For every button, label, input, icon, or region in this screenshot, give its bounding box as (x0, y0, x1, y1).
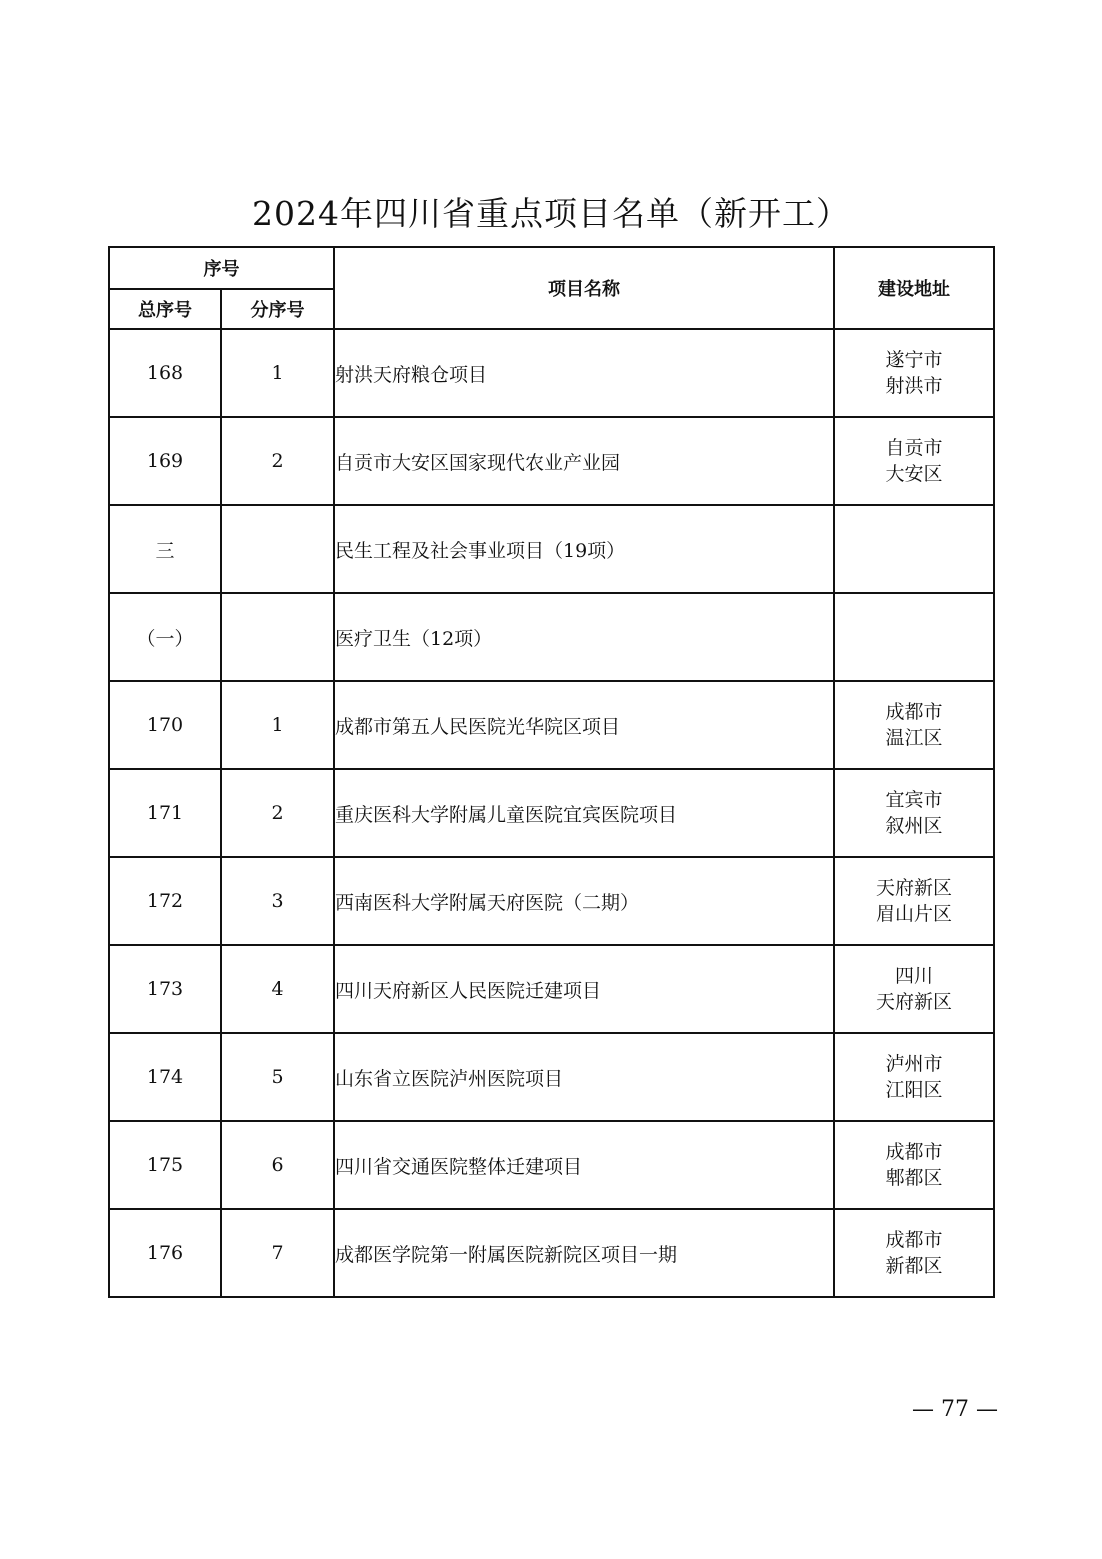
header-sub-seq: 分序号 (221, 289, 334, 329)
location-line-2: 郫都区 (885, 1167, 943, 1189)
cell-total-seq: （一） (109, 593, 221, 681)
cell-sub-seq: 3 (221, 857, 334, 945)
table-row (109, 769, 994, 857)
project-table (108, 246, 995, 1298)
cell-project-name: 成都医学院第一附属医院新院区项目一期 (334, 1209, 834, 1297)
cell-project-name: 西南医科大学附属天府医院（二期） (334, 857, 834, 945)
location-line-2: 射洪市 (885, 375, 943, 397)
cell-project-name: 医疗卫生（12项） (334, 593, 834, 681)
cell-location (834, 505, 994, 593)
cell-location (834, 769, 994, 857)
cell-total-seq: 174 (109, 1033, 221, 1121)
cell-sub-seq: 5 (221, 1033, 334, 1121)
location-line-2: 温江区 (885, 727, 943, 749)
location-line-1: 遂宁市 (885, 349, 943, 371)
table-row (109, 1033, 994, 1121)
header-location: 建设地址 (834, 247, 994, 329)
cell-location (834, 945, 994, 1033)
location-line-1: 成都市 (885, 1141, 943, 1163)
cell-total-seq: 176 (109, 1209, 221, 1297)
table-row (109, 681, 994, 769)
table-row (109, 593, 994, 681)
cell-location (834, 1209, 994, 1297)
cell-location (834, 329, 994, 417)
cell-location (834, 681, 994, 769)
table-row (109, 1121, 994, 1209)
cell-total-seq: 170 (109, 681, 221, 769)
location-line-2: 天府新区 (875, 991, 952, 1013)
location-line-2: 大安区 (885, 463, 943, 485)
table-row (109, 1209, 994, 1297)
cell-location (834, 593, 994, 681)
table-row (109, 505, 994, 593)
cell-location (834, 857, 994, 945)
table-row (109, 329, 994, 417)
cell-project-name: 民生工程及社会事业项目（19项） (334, 505, 834, 593)
location-line-2: 眉山片区 (875, 903, 952, 925)
location-line-1: 自贡市 (885, 437, 943, 459)
cell-sub-seq: 1 (221, 681, 334, 769)
document-title: 2024年四川省重点项目名单（新开工） (252, 194, 850, 233)
location-line-1: 天府新区 (875, 877, 952, 899)
cell-total-seq: 172 (109, 857, 221, 945)
location-line-1: 泸州市 (885, 1053, 943, 1075)
cell-total-seq: 三 (109, 505, 221, 593)
cell-project-name: 自贡市大安区国家现代农业产业园 (334, 417, 834, 505)
cell-project-name: 射洪天府粮仓项目 (334, 329, 834, 417)
cell-sub-seq (221, 593, 334, 681)
location-line-2: 江阳区 (885, 1079, 943, 1101)
table-row (109, 857, 994, 945)
cell-sub-seq: 1 (221, 329, 334, 417)
location-line-2: 叙州区 (885, 815, 943, 837)
header-project-name: 项目名称 (334, 247, 834, 329)
header-seq-group: 序号 (109, 247, 334, 289)
location-line-1: 成都市 (885, 701, 943, 723)
cell-sub-seq (221, 505, 334, 593)
location-line-1: 四川 (894, 965, 933, 987)
location-line-2: 新都区 (885, 1255, 943, 1277)
cell-project-name: 成都市第五人民医院光华院区项目 (334, 681, 834, 769)
location-line-1: 成都市 (885, 1229, 943, 1251)
cell-location (834, 417, 994, 505)
cell-project-name: 重庆医科大学附属儿童医院宜宾医院项目 (334, 769, 834, 857)
cell-total-seq: 168 (109, 329, 221, 417)
header-total-seq: 总序号 (109, 289, 221, 329)
cell-total-seq: 169 (109, 417, 221, 505)
cell-location (834, 1121, 994, 1209)
cell-sub-seq: 4 (221, 945, 334, 1033)
page-number: — 77 — (912, 1397, 998, 1422)
table-row (109, 945, 994, 1033)
cell-sub-seq: 2 (221, 769, 334, 857)
cell-location (834, 1033, 994, 1121)
cell-sub-seq: 7 (221, 1209, 334, 1297)
cell-total-seq: 173 (109, 945, 221, 1033)
cell-total-seq: 171 (109, 769, 221, 857)
cell-sub-seq: 2 (221, 417, 334, 505)
cell-project-name: 山东省立医院泸州医院项目 (334, 1033, 834, 1121)
location-line-1: 宜宾市 (885, 789, 943, 811)
table-row (109, 417, 994, 505)
cell-project-name: 四川省交通医院整体迁建项目 (334, 1121, 834, 1209)
cell-sub-seq: 6 (221, 1121, 334, 1209)
cell-total-seq: 175 (109, 1121, 221, 1209)
cell-project-name: 四川天府新区人民医院迁建项目 (334, 945, 834, 1033)
